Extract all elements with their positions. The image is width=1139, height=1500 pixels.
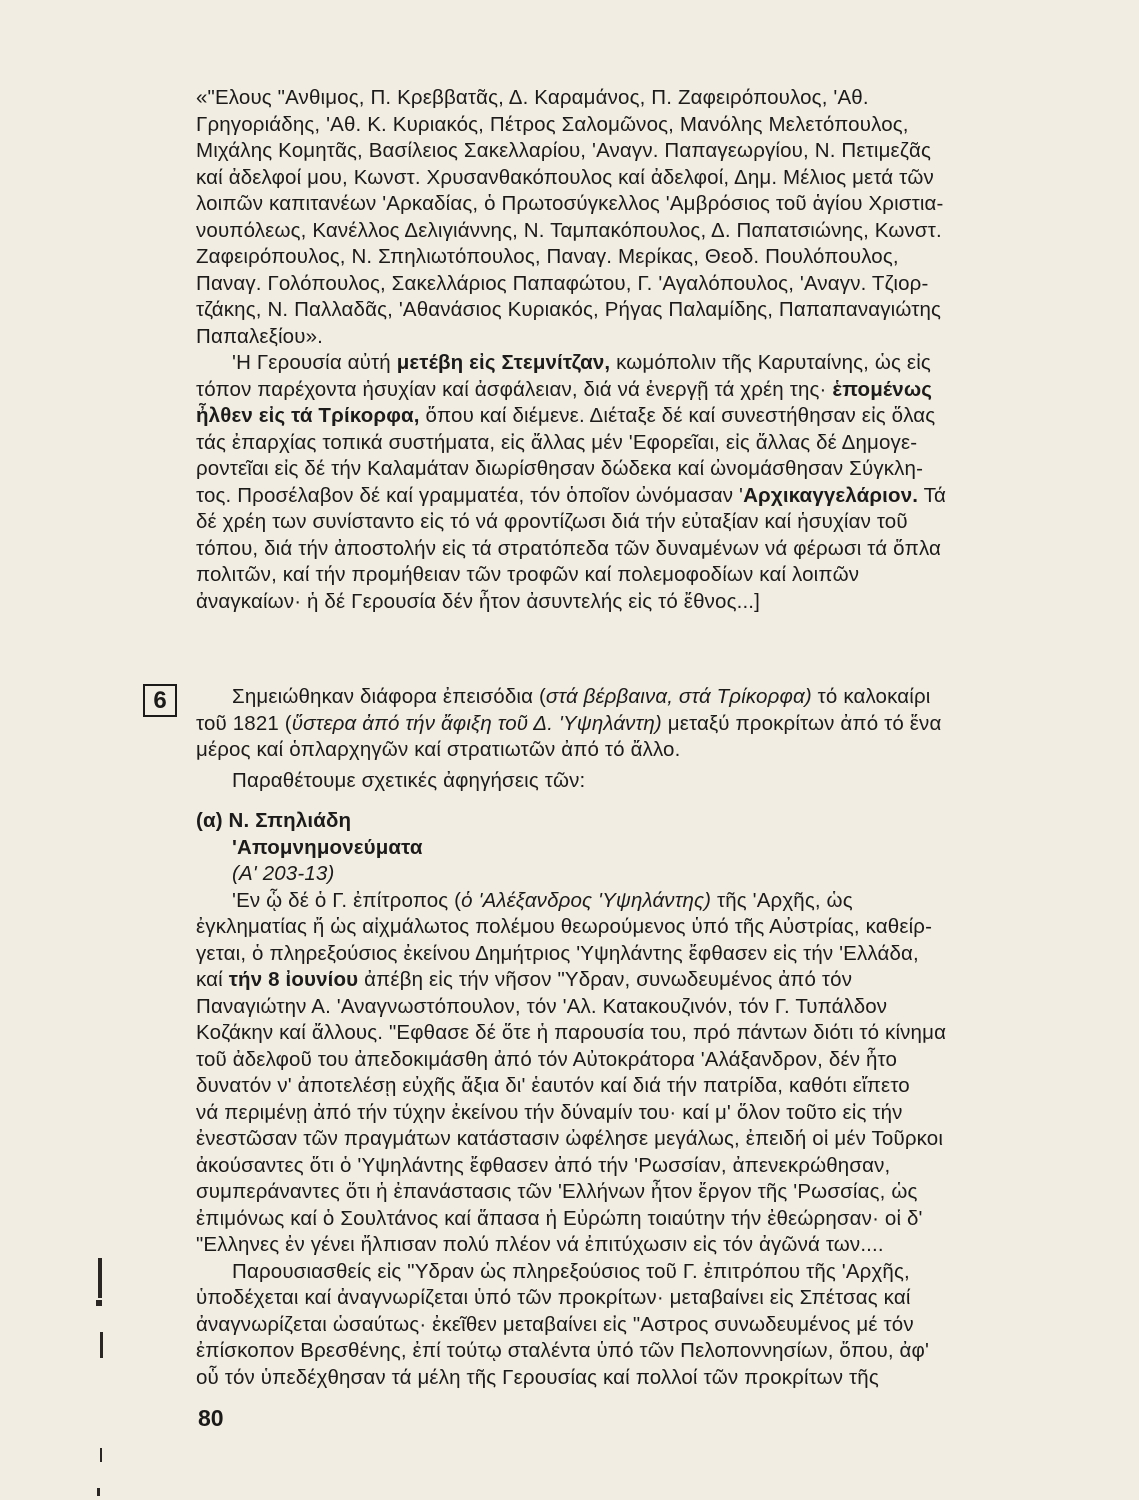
- source-a-title: 'Απομνημονεύματα: [232, 835, 423, 859]
- page-number: 80: [198, 1405, 224, 1431]
- text-run: ὅπου καί διέμενε. Διέταξε δέ καί συνεστήθησαν εἰς ὅλας: [425, 404, 936, 427]
- bold-run: ἑπομένως: [832, 377, 933, 401]
- text-line: «"Ελους "Ανθιμος, Π. Κρεββατᾶς, Δ. Καραμάνος, Π. Ζαφειρόπουλος, 'Αθ.: [196, 86, 869, 109]
- text-line: ροντεῖαι εἰς δέ τήν Καλαμάταν διωρίσθησαν δώδεκα καί ὠνομάσθησαν Σύγκλη-: [196, 457, 924, 480]
- text-line: "Ελληνες ἐν γένει ἤλπισαν πολύ πλέον νά ἐπιτύχωσιν εἰς τόν ἀγῶνά των....: [196, 1233, 884, 1256]
- text-line: οὗ τόν ὑπεδέχθησαν τά μέλη τῆς Γερουσίας καί πολλοί τῶν προκρίτων τῆς: [196, 1365, 879, 1389]
- bold-run: Αρχικαγγελάριον.: [743, 483, 919, 507]
- text-line: Παραθέτουμε σχετικές ἀφηγήσεις τῶν:: [232, 768, 586, 792]
- scan-artifact: [100, 1448, 102, 1462]
- scan-artifact: [100, 1332, 103, 1358]
- italic-run: ὁ 'Αλέξανδρος 'Υψηλάντης): [461, 888, 712, 912]
- source-a-reference: (Α' 203-13): [232, 862, 335, 885]
- text-line: [196, 350, 1051, 377]
- scan-artifact: [96, 1300, 102, 1306]
- text-line: [232, 684, 1047, 711]
- text-line: [196, 967, 1047, 994]
- text-line: δέ χρέη των συνίσταντο εἰς τό νά φροντίζωσι διά τήν εὐταξίαν καί ἡσυχίαν τοῦ: [196, 510, 908, 533]
- text-line: ὑποδέχεται καί ἀναγνωρίζεται ὑπό τῶν προκρίτων· μεταβαίνει εἰς Σπέτσας καί: [196, 1286, 911, 1309]
- text-run: τόπον παρέχοντα ἡσυχίαν καί ἀσφάλειαν, διά νά ἐνεργῇ τά χρέη της·: [196, 377, 827, 401]
- text-line: τόπου, διά τήν ἀποστολήν εἰς τά στρατόπεδα τῶν δυναμένων νά φέρωσι τά ὅπλα: [196, 536, 942, 560]
- text-run: μεταξύ προκρίτων ἀπό τό ἕνα: [661, 711, 942, 735]
- text-run: τῆς 'Αρχῆς, ὡς: [711, 888, 853, 912]
- text-line: γεται, ὁ πληρεξούσιος ἐκείνου Δημήτριος 'Υψηλάντης ἔφθασεν εἰς τήν 'Ελλάδα,: [196, 941, 919, 965]
- text-line: Κοζάκην καί ἄλλους. "Εφθασε δέ ὅτε ἡ παρουσία του, πρό πάντων διότι τό κίνημα: [196, 1021, 947, 1044]
- text-line: νουπόλεως, Κανέλλος Δελιγιάννης, Ν. Ταμπακόπουλος, Δ. Παπατσιώνης, Κωνστ.: [196, 218, 942, 242]
- section-6: [196, 684, 1047, 1391]
- text-run: Τά: [918, 483, 947, 507]
- signatories-paragraph: [196, 85, 1051, 615]
- text-line: [196, 711, 1047, 738]
- text-run: 'Εν ᾧ δέ ὁ Γ. ἐπίτροπος (: [232, 888, 462, 912]
- text-run: ἀπέβη εἰς τήν νῆσον "Υδραν, συνωδευμένος ἀπό τόν: [364, 968, 853, 991]
- bold-run: μετέβη εἰς Στεμνίτζαν,: [396, 351, 611, 374]
- scan-artifact: [98, 1258, 102, 1298]
- text-line: ἀναγκαίων· ἡ δέ Γερουσία δέν ἦτον ἀσυντελής εἰς τό ἔθνος...]: [196, 589, 760, 613]
- text-line: νά περιμένῃ ἀπό τήν τύχην ἐκείνου τήν δύναμίν του· καί μ' ὅλον τοῦτο εἰς τήν: [196, 1100, 903, 1124]
- text-line: Παναγιώτην Α. 'Αναγνωστόπουλον, τόν 'Αλ. Κατακουζινόν, τόν Γ. Τυπάλδον: [196, 994, 888, 1018]
- text-line: δυνατόν ν' ἀποτελέσῃ εὐχῆς ἄξια δι' ἑαυτόν καί διά τήν πατρίδα, καθότι εἴπετο: [196, 1074, 910, 1097]
- text-line: καί ἀδελφοί μου, Κωνστ. Χρυσανθακόπουλος καί ἀδελφοί, Δημ. Μέλιος μετά τῶν: [196, 165, 934, 189]
- text-run: τος. Προσέλαβον δέ καί γραμματέα, τόν ὁποῖον ὠνόμασαν ': [196, 483, 744, 507]
- text-run: τό καλοκαίρι: [811, 685, 931, 708]
- italic-run: στά βέρβαινα, στά Τρίκορφα): [545, 685, 812, 708]
- text-line: Παρουσιασθείς εἰς "Υδραν ὡς πληρεξούσιος τοῦ Γ. ἐπιτρόπου τῆς 'Αρχῆς,: [232, 1259, 910, 1283]
- text-line: ἀκούσαντες ὅτι ὁ 'Υψηλάντης ἔφθασεν ἀπό τήν 'Ρωσσίαν, ἀπενεκρώθησαν,: [196, 1153, 891, 1177]
- text-run: κωμόπολιν τῆς Καρυταίνης, ὡς εἰς: [616, 351, 931, 374]
- text-line: [232, 888, 1047, 915]
- text-line: πολιτῶν, καί τήν προμήθειαν τῶν τροφῶν καί πολεμοφοδίων καί λοιπῶν: [196, 563, 860, 586]
- text-line: [196, 377, 1051, 404]
- text-line: ἐπιμόνως καί ὁ Σουλτάνος καί ἅπασα ἡ Εὐρώπη τοιαύτην τήν ἐθεώρησαν· οἱ δ': [196, 1206, 923, 1230]
- text-line: ἐπίσκοπον Βρεσθένης, ἐπί τούτῳ σταλέντα ὑπό τῶν Πελοποννησίων, ὅπου, ἀφ': [196, 1339, 930, 1362]
- text-line: Παναγ. Γολόπουλος, Σακελλάριος Παπαφώτου, Γ. 'Αγαλόπουλος, 'Αναγν. Τζιορ-: [196, 271, 929, 295]
- text-line: [196, 483, 1051, 510]
- text-line: συμπεράναντες ὅτι ἡ ἐπανάστασις τῶν 'Ελλήνων ἦτον ἔργον τῆς 'Ρωσσίας, ὡς: [196, 1180, 918, 1203]
- source-a-label: (α) Ν. Σπηλιάδη: [196, 809, 352, 832]
- text-run: καί: [196, 968, 223, 991]
- text-run: Σημειώθηκαν διάφορα ἐπεισόδια (: [232, 685, 546, 708]
- text-line: τοῦ ἀδελφοῦ του ἀπεδοκιμάσθη ἀπό τόν Αὐτοκράτορα 'Αλάξανδρον, δέν ἦτο: [196, 1047, 898, 1071]
- text-line: Γρηγοριάδης, 'Αθ. Κ. Κυριακός, Πέτρος Σαλομῶνος, Μανόλης Μελετόπουλος,: [196, 112, 909, 136]
- text-line: [196, 403, 1051, 430]
- text-line: Ζαφειρόπουλος, Ν. Σπηλιωτόπουλος, Παναγ. Μερίκας, Θεοδ. Πουλόπουλος,: [196, 245, 899, 268]
- bold-run: ἦλθεν εἰς τά Τρίκορφα,: [196, 404, 420, 427]
- italic-run: ὕστερα ἀπό τήν ἄφιξη τοῦ Δ. 'Υψηλάντη): [291, 711, 662, 735]
- bold-run: τήν 8 ἰουνίου: [228, 968, 359, 991]
- text-run: 'Η Γερουσία αὐτή: [232, 351, 391, 374]
- scan-artifact: [97, 1488, 100, 1496]
- text-line: τζάκης, Ν. Παλλαδᾶς, 'Αθανάσιος Κυριακός, Ρήγας Παλαμίδης, Παπαπαναγιώτης: [196, 298, 942, 321]
- text-line: ἀναγνωρίζεται ὡσαύτως· ἐκεῖθεν μεταβαίνει εἰς "Αστρος συνωδευμένος μέ τόν: [196, 1312, 914, 1336]
- text-line: Παπαλεξίου».: [196, 324, 323, 348]
- text-run: τοῦ 1821 (: [196, 711, 292, 735]
- text-line: τάς ἐπαρχίας τοπικά συστήματα, εἰς ἄλλας μέν 'Εφορεῖαι, εἰς ἄλλας δέ Δημογε-: [196, 430, 918, 454]
- text-line: μέρος καί ὁπλαρχηγῶν καί στρατιωτῶν ἀπό τό ἄλλο.: [196, 738, 681, 761]
- text-line: λοιπῶν καπιτανέων 'Αρκαδίας, ὁ Πρωτοσύγκελλος 'Αμβρόσιος τοῦ ἁγίου Χριστια-: [196, 192, 944, 215]
- section-number-box: 6: [143, 684, 177, 717]
- text-line: ἐνεστῶσαν τῶν πραγμάτων κατάστασιν ὠφέλησε μεγάλως, ἐπειδή οἱ μέν Τοῦρκοι: [196, 1127, 944, 1150]
- text-line: ἐγκληματίας ἤ ὡς αἰχμάλωτος πολέμου θεωρούμενος ὑπό τῆς Αὐστρίας, καθείρ-: [196, 915, 933, 938]
- text-line: Μιχάλης Κομητᾶς, Βασίλειος Σακελλαρίου, 'Αναγν. Παπαγεωργίου, Ν. Πετιμεζᾶς: [196, 139, 932, 162]
